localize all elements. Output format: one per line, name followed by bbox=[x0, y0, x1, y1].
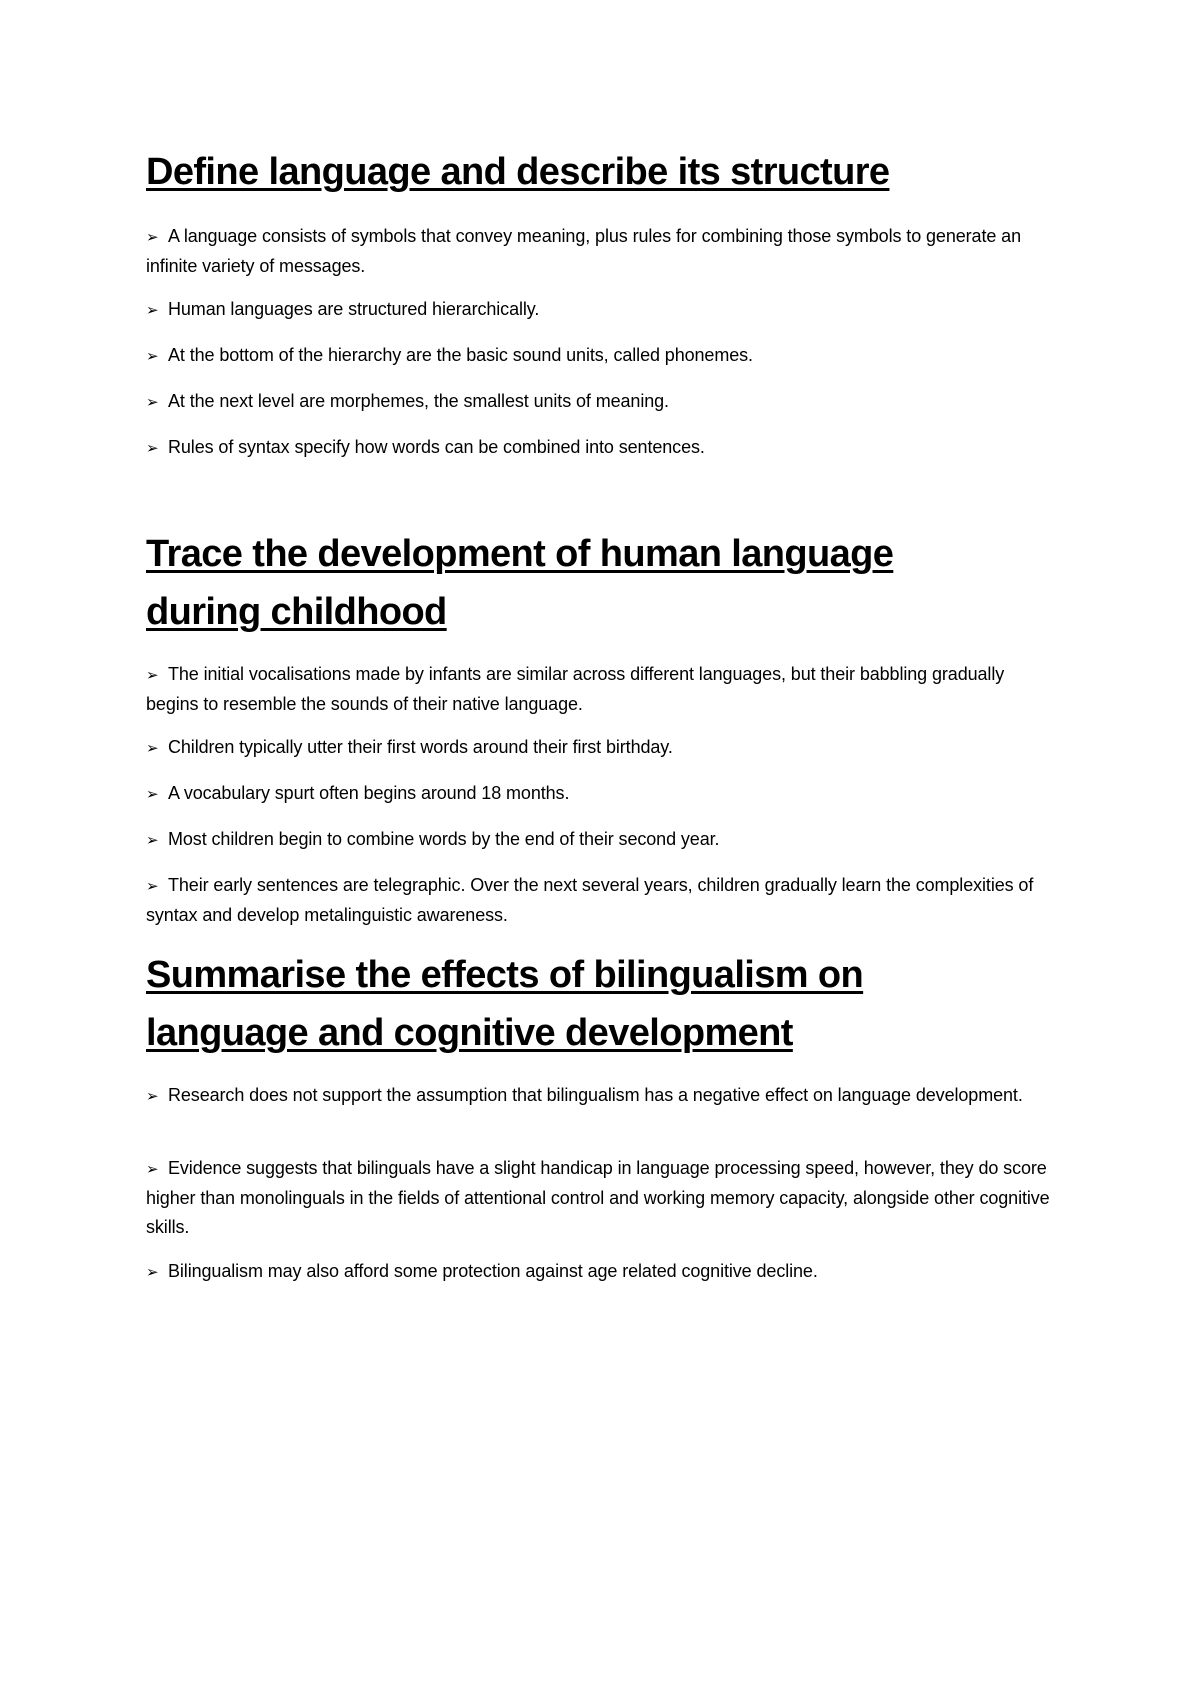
bullet-arrow-icon: ➢ bbox=[146, 347, 159, 365]
bullet-arrow-icon: ➢ bbox=[146, 301, 159, 319]
section-heading-language-structure: Define language and describe its structure bbox=[146, 151, 890, 193]
bullet-item: ➢ The initial vocalisations made by infants are similar across different languages, but their babbling gradually begins to resemble the sounds of their native language. bbox=[146, 660, 1056, 719]
bullet-item: ➢ Rules of syntax specify how words can be combined into sentences. bbox=[146, 433, 1056, 463]
bullet-item: ➢ A vocabulary spurt often begins around 18 months. bbox=[146, 779, 1056, 809]
bullet-arrow-icon: ➢ bbox=[146, 877, 159, 895]
bullet-arrow-icon: ➢ bbox=[146, 739, 159, 757]
bullet-arrow-icon: ➢ bbox=[146, 228, 159, 246]
bullet-item: ➢ Bilingualism may also afford some protection against age related cognitive decline. bbox=[146, 1257, 1056, 1287]
bullet-item: ➢ Children typically utter their first words around their first birthday. bbox=[146, 733, 1056, 763]
section-heading-language-development: Trace the development of human language during childhood bbox=[146, 533, 894, 633]
bullet-item: ➢ Their early sentences are telegraphic. Over the next several years, children gradually learn the complexities of syntax and develop metalinguistic awareness. bbox=[146, 871, 1056, 930]
bullet-item: ➢ At the bottom of the hierarchy are the basic sound units, called phonemes. bbox=[146, 341, 1056, 371]
bullet-arrow-icon: ➢ bbox=[146, 393, 159, 411]
bullet-item: ➢ Evidence suggests that bilinguals have a slight handicap in language processing speed, however, they do score higher than monolinguals in the fields of attentional control and working memory capacity, alongside other cognitive skills. bbox=[146, 1154, 1056, 1242]
bullet-item: ➢ Human languages are structured hierarchically. bbox=[146, 295, 1056, 325]
bullet-arrow-icon: ➢ bbox=[146, 1263, 159, 1281]
bullet-item: ➢ At the next level are morphemes, the smallest units of meaning. bbox=[146, 387, 1056, 417]
bullet-arrow-icon: ➢ bbox=[146, 1160, 159, 1178]
bullet-item: ➢ A language consists of symbols that convey meaning, plus rules for combining those symbols to generate an infinite variety of messages. bbox=[146, 222, 1056, 281]
bullet-arrow-icon: ➢ bbox=[146, 831, 159, 849]
bullet-arrow-icon: ➢ bbox=[146, 439, 159, 457]
bullet-arrow-icon: ➢ bbox=[146, 785, 159, 803]
bullet-item: ➢ Most children begin to combine words by the end of their second year. bbox=[146, 825, 1056, 855]
bullet-arrow-icon: ➢ bbox=[146, 1087, 159, 1105]
bullet-arrow-icon: ➢ bbox=[146, 666, 159, 684]
section-heading-bilingualism: Summarise the effects of bilingualism on language and cognitive development bbox=[146, 954, 864, 1054]
bullet-item: ➢ Research does not support the assumption that bilingualism has a negative effect on language development. bbox=[146, 1081, 1056, 1111]
